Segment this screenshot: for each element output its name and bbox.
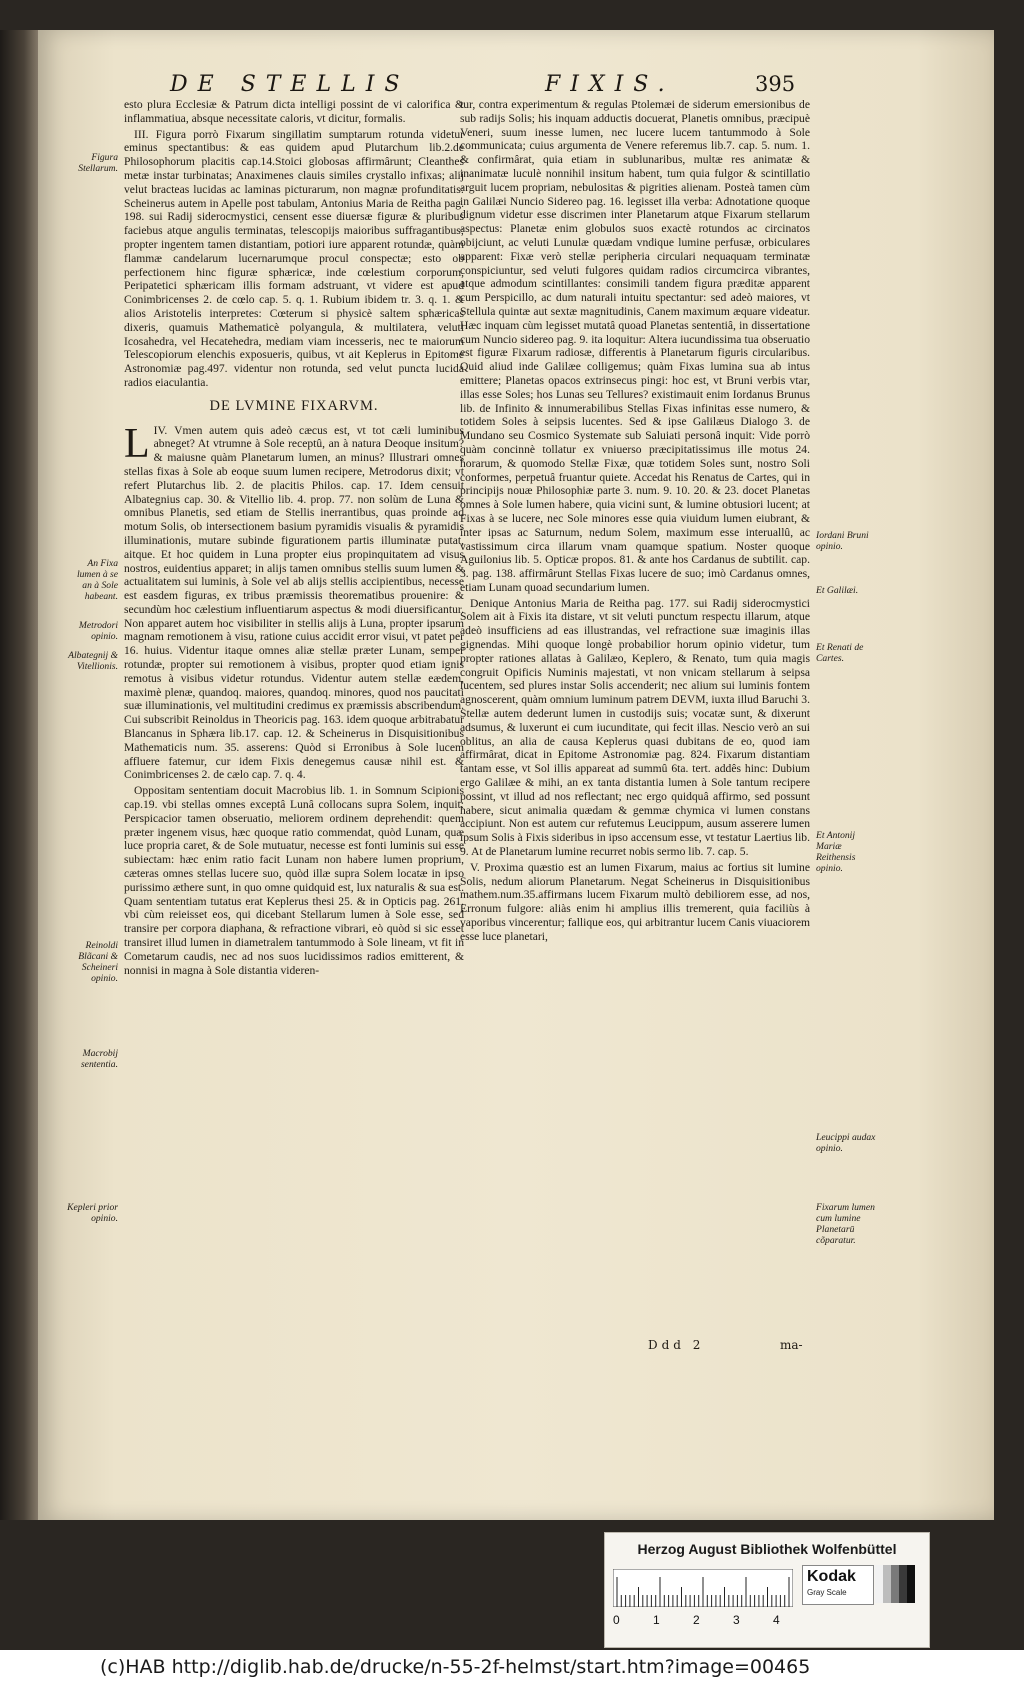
paragraph: Oppositam sententiam docuit Macrobius lib. 1. in Somnum Scipionis cap.19. vbi stellas omnes exceptâ Lunâ collocans supra Solem, inquit: Perspicacior tamen obseruatio, meliorem ordinem deprehendit: quem præter ingenem visus, hæc quoque ratio commendat, quòd Lunam, quæ luce propria caret, & de Sole mutuatur, necesse est fonti luminis sui esse subiectam: hæc enim ratio facit Lunam non habere lumen proprium, cæteras omnes stellas lucere suo, quòd illæ supra Solem locatæ in ipso purissimo æthere sunt, in quo omne quidquid est, lux naturalis & sua est. Quam sententiam tutatus erat Keplerus thesi 25. & in Opticis pag. 261. vbi cùm reieisset eos, qui dicebant Stellarum lumen à Sole esse, sed transire per corpora diaphana, & refractione vibrari, eò quòd si sic esset transiret illud lumen in diametralem tantummodo à Sole lineam, vt fit in Cometarum caudis, nec ad nos suos lucidissimos radios emitterent, & nonnisi in magna à Sole distantia videren- (124, 784, 464, 977)
margin-note-leucippi: Leucippi audax opinio. (816, 1132, 876, 1154)
kodak-gray-scale-card (802, 1565, 874, 1605)
margin-note-renati: Et Renati de Cartes. (816, 642, 864, 664)
section-number: IV. (153, 423, 168, 437)
catchword: ma- (780, 1338, 803, 1352)
gray-patch (899, 1565, 907, 1603)
margin-note-metrodori: Metrodori opinio. (78, 620, 118, 642)
drop-cap: L (124, 420, 150, 467)
paragraph: esto plura Ecclesiæ & Patrum dicta intelligi possint de vi calorifica & inflammatiua, absque necessitate caloris, vt dicitur, formalis. (124, 98, 464, 125)
gray-patch (875, 1565, 883, 1603)
book-binding (0, 30, 40, 1520)
gray-scale-patches (875, 1565, 915, 1603)
margin-note-macrobii: Macrobij sententia. (80, 1048, 118, 1070)
left-text-column (124, 98, 464, 979)
margin-note-an-fixa: An Fixa lumen à se an à Sole habeant. (76, 558, 118, 602)
section-heading: DE LVMINE FIXARVM. (209, 397, 379, 414)
paragraph: Denique Antonius Maria de Reitha pag. 177. sui Radij siderocmystici Solem ait à Fixis ita distare, vt sit veluti punctum respectu illarum, atque adeò insufficiens ad eas illustrandas, vel refractione suæ imaginis illas gignendas. Mihi quoque longè probabilior horum opinio videtur, tum propter rationes allatas à Galilæo, Keplero, & Renato, tum quia magis congruit Opificis Numinis majestati, vt non vnicam stellarum à seipsa lucentem, sed plures instar Solis accenderit; nec alium sui luminis fontem agnoscerent, quàm omnium luminum patrem DEVM, iuxta illud Baruchi 3. Stellæ autem dederunt lumen in custodijs suis; vocatæ sunt, & dixerunt adsumus, & luxerunt ei cum iucunditate, qui fecit illas. Nescio verò an sui oblitus, an alia de causa Keplerus quasi dubitans de eo, quod iam affirmârat, dicat in Epitome Astronomiæ pag. 824. Fixarum distantiam tantam esse, vt Sol illis appareat ad summû 6ta. tert. addês hinc: Dubium ergo Galilæe & mihi, an ex tanta distantia lumen à Sole tantum recipere possint, vt illud ad nos reflectant; nec ergo quidquâ affirmo, sed possunt habere, sicut animalia quædam & gemmæ chymica vi lumen constans accipiunt. Non est autem cur refutemus Leucippum, ausum asserere lumen ipsum Solis à Fixis sideribus in ipso accensum esse, vt testatur Laertius lib. 9. At de Planetarum lumine recurret nobis sermo lib. 7. cap. 5. (460, 596, 810, 859)
scale-ruler (613, 1569, 793, 1607)
gray-patch (907, 1565, 915, 1603)
margin-note-figura: Figura Stellarum. (78, 152, 118, 174)
margin-note-reinoldi: Reinoldi Blãcani & Scheineri opinio. (78, 940, 118, 984)
paragraph (124, 420, 464, 783)
margin-note-galilaei: Et Galilæi. (816, 585, 859, 596)
kodak-logo: Kodak (807, 1568, 856, 1585)
running-head-left: DE STELLIS (170, 72, 410, 97)
paragraph: tur, contra experimentum & regulas Ptolemæi de siderum emersionibus de sub radijs Solis; his inquam adductis docuerat, Planetis omnibus, præcipuè Veneri, suum inesse lumen, nec lucere lucem tantummodo à Sole communicata; cuius argumenta de Venere referemus lib.7. cap. 5. num. 1. & confirmârat, quia etiam in sublunaribus, multæ res animatæ & inanimatæ luculè nonnihil insitum habent, tum quia fulgor & scintillatio arguit lucem propriam, nebulositas & pigrities alienam. Posteà tamen cùm in Galilæi Nuncio Sidereo pag. 16. legisset illa verba: Adnotatione quoque dignum videtur esse discrimen inter Planetarum atque Fixarum stellarum aspectus: Planetæ enim globulos suos exactè rotundos ac circinatos obijciunt, ac veluti Lunulæ quædam vndique lumine perfusæ, orbiculares apparent: Fixæ verò stellæ peripheria circulari nequaquam terminatæ conspiciuntur, sed veluti fulgores quidam radios circumcirca vibrantes, atque admodum scintillantes: consimili tandem figura præditæ apparent cum Perspicillo, ac dum naturali intuitu spectantur: sed adeò maiores, vt Stellula quintæ aut sextæ magnitudinis, Canem maximum æquare videatur. Hæc inquam cùm legisset mutatâ quoad Planetas sententiâ, in dissertatione cum Nuncio sidereo pag. 9. ita loquitur: Altera iucundissima tua obseruatio est figuræ Fixarum radiosæ, differentis à Planetarum figuris circularibus. Quid aliud inde Galilæe colligemus; quàm Fixas lumina sua ab intus emittere; Planetas opacos extrinsecus pingi: hoc est, vt Bruni verbis vtar, illas esse Soles; hos Lunas seu Tellures? existimauit enim Iordanus Brunus lib. de Infinito & innumerabilibus Stellas Fixas infinitas esse numero, & totidem Soles à seipsis lucentes. Sed & ipse Galilæus Dialogo 3. de Mundano seu Cosmico Systemate sub Saluiati personâ inquit: Vide porrò quàm concinnè tollatur ex vniuerso præcipitatissimus ille motus 24. horarum, & quomodo Stellæ Fixæ, quæ totidem Soles sunt, nostro Soli conformes, perpetuâ fruantur quiete. Accedat his Renatus de Cartes, qui in principijs nouæ Philosophiæ parte 3. num. 9. 10. 20. & 23. docet Planetas omnes à Sole lumen habere, quia vicini sunt, & lumine obtusiori lucent; at Fixas à se lucere, nec Sole minores esse quia viuidum lumen eiubrant, & inter ipsas ac Saturnum, nedum Solem, maximum esse interuallû, ac vastissimum circa illarum vnam quamque spatium. Noster quoque Aguilonius lib. 5. Opticæ propos. 81. & ante hos Cardanus de subtilit. cap. 3. pag. 138. affirmârunt Stellas Fixas lucere de suo; imò Cardanus omnes, etiam Lunam quoad secundarium lumen. (460, 98, 810, 594)
paragraph-text: Vmen autem quis adeò cæcus est, vt tot cæli luminibus abneget? At vtrumne à Sole receptû, an à natura Deoque insitum? & maiusne quàm Planetarum lumen, an minus? Illustrari omnes stellas fixas à Sole ab eoque suum lumen recipere, Metrodorus dixit; vt refert Plutarchus lib. 2. de placitis Philos. cap. 17. Idem censuit Albategnius cap. 30. & Vitellio lib. 4. prop. 77. non solùm de Luna & omnibus Planetis, sed etiam de Stellis inerrantibus, quas proinde ad motum Solis, ob intersectionem basium pyramidis visualis & pyramidis illuminationis, mutare subinde figurationem partis illuminatæ putat, aitque. Et hoc quidem in Luna propter eius propinquitatem ad visus nostros, euidentius apparet; in alijs tamen omnibus stellis suum lumen & actualitatem sui luminis, à Sole vel ab alijs stellis accipientibus, necesse est easdem figuras, ex tribus præmissis theorematibus prouenire: & secundùm hoc cælestium influentiarum aspectus & modi diuersificantur. Non apparet autem hoc visibiliter in stellis alijs à Luna, propter ipsarum magnam remotionem à visu, ratione cuius accidit error visui, vt patet per 16. huius. Videntur itaque omnes aliæ stellæ præter Lunam, semper rotundæ, propter sui remotionem à visibus, propter quod etiam ignis remotus à visibus videtur rotundus. Videntur autem stellæ eædem, maximè plenæ, quandoq. maiores, quandoq. minores, quod nos paucitati suæ illuminationis, vel multitudini credimus ex præmissis abscribendum. Cui subscribit Reinoldus in Theoricis pag. 163. idem quoque arbitrabatur Blancanus in Sphæra lib.17. cap. 12. & Scheinerus in Disquisitionibus Mathematicis num. 35. asserens: Quòd si Erronibus à Sole lucem affluere fatemur, cur idem Fixis denegemus causæ nihil est. & Conimbricenses 2. de cælo cap. 7. q. 4. (124, 423, 464, 782)
running-head-right: FIXIS. (545, 72, 675, 97)
margin-note-fixarum: Fixarum lumen cum lumine Planetarū cõparatur. (816, 1202, 875, 1246)
page-number: 395 (755, 72, 796, 96)
margin-note-albategnii: Albategnij & Vitellionis. (68, 650, 118, 672)
margin-note-kepleri: Kepleri prior opinio. (67, 1202, 118, 1224)
margin-note-antonii: Et Antonij Mariæ Reithensis opinio. (816, 830, 856, 874)
library-name: Herzog August Bibliothek Wolfenbüttel (637, 1541, 897, 1557)
right-text-column (460, 98, 810, 946)
copyright-url-footer: (c)HAB http://diglib.hab.de/drucke/n-55-2f-helmst/start.htm?image=00465 (0, 1650, 1024, 1685)
gray-scale-label: Gray Scale (807, 1588, 847, 1597)
gray-patch (883, 1565, 891, 1603)
paragraph: III. Figura porrò Fixarum singillatim sumptarum rotunda videtur eminus spectantibus: & eas quidem apud Plutarchum lib.2.de Philosophorum placitis cap.14.Stoici globosas affirmârunt; Cleanthes metæ instar turbinatas; Anaximenes clauis similes crystallo infixas; alij velut bracteas lucidas ac laminas picturarum, non magnæ profunditatis: Scheinerus autem in Apelle post tabulam, Antonius Maria de Reitha pag. 198. sui Radij siderocmystici, censent esse diuersæ figuræ & pluribus faciebus atque angulis terminatas, telescopijs maioribus suffragantibus; propter ingentem tamen distantiam, potiori iure apparent rotundæ, quàm flammæ candelarum lucernarumque procul conspectæ; esto ob perfectionem hinc figuræ sphæricæ, inde cœlestium corporum, Peripatetici sphæricam illis formam adstruant, vt videre est apud Conimbricenses 2. de cœlo cap. 5. q. 1. Rubium ibidem tr. 3. q. 1. & alios Aristotelis interpretes: Cœterum si physicè saltem sphæricas dixeris, quamuis Mathematicè polyangula, & multilatera, veluti Icosahedra, vel Hecatehedra, mediam viam incesseris, nec te maiorum Telescopiorum elenchis exposueris, quibus, vt ait Keplerus in Epitome Astronomiæ pag.497. videntur non rotunda, sed velut puncta lucida radios eiaculantia. (124, 127, 464, 389)
signature-mark: Ddd 2 (648, 1338, 705, 1352)
margin-note-iordani: Iordani Bruni opinio. (816, 530, 869, 552)
library-color-target: Herzog August Bibliothek Wolfenbüttel 0 1 2 3 4 Kodak Gray Scale (604, 1532, 930, 1648)
paragraph: V. Proxima quæstio est an lumen Fixarum, maius ac fortius sit lumine Solis, nedum aliorum Planetarum. Negat Scheinerus in Disquisitionibus mathem.num.35.affirmans lucem Fixarum multò debiliorem esse, ad nos, Erronum fulgore: aliàs enim hi amplius illis tremerent, quia faciliùs à vaporibus vincerentur; fallique eos, qui arbitrantur lucem Canis viuaciorem esse luce planetari, (460, 860, 810, 943)
gray-patch (891, 1565, 899, 1603)
